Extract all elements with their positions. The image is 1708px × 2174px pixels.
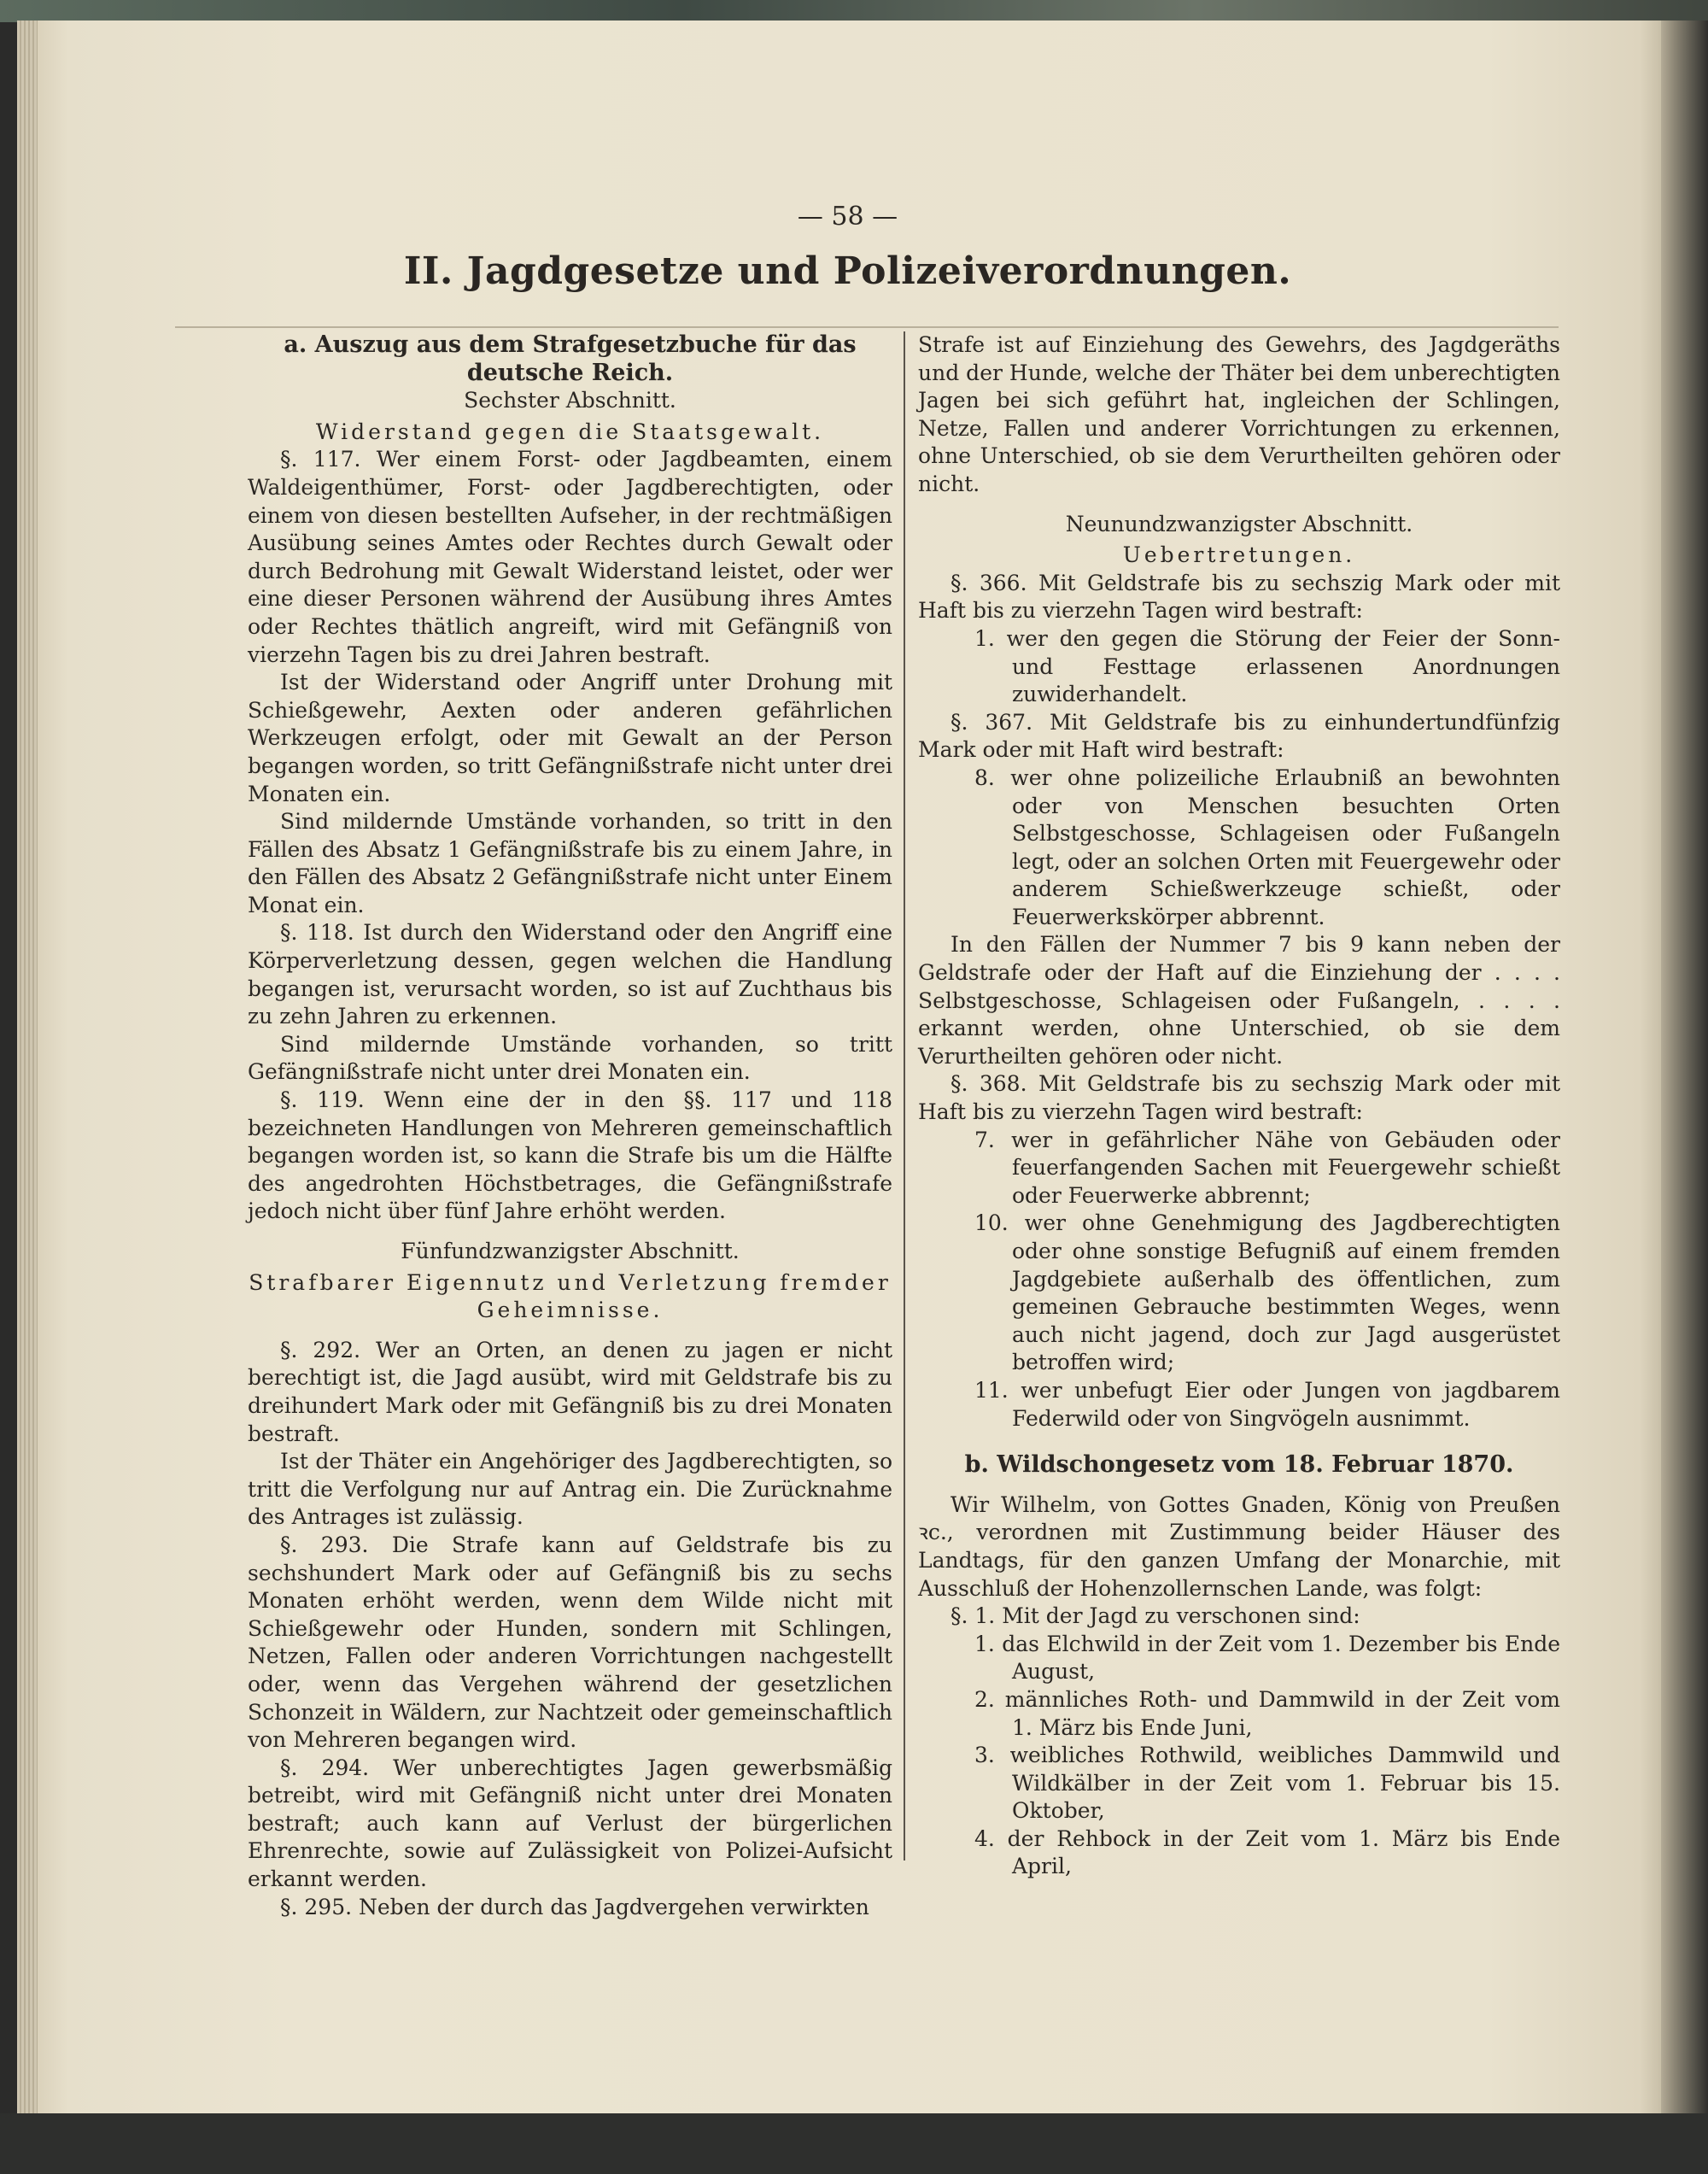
chapter-heading: Neunundzwanzigster Abschnitt. <box>1065 511 1413 536</box>
paragraph: §. 293. Die Strafe kann auf Geldstrafe bis zu sechshundert Mark oder auf Gefängniß bis zu sechs Monaten erhöht werden, wenn dem Wilde nicht mit Schießgewehr oder Hunden, sondern mit Schlingen, Netzen, Fallen oder anderen Vorrichtungen nachgestellt oder, wenn das Vergehen während der gesetzlichen Schonzeit in Wäldern, zur Nachtzeit oder gemeinschaftlich von Mehreren begangen wird. <box>248 1532 892 1753</box>
paragraph: §. 1. Mit der Jagd zu verschonen sind: <box>951 1603 1360 1629</box>
list-item: 4. der Rehbock in der Zeit vom 1. März bis Ende April, <box>974 1825 1560 1879</box>
paragraph: §. 119. Wenn eine der in den §§. 117 und 118 bezeichneten Handlungen von Mehreren gemeinschaftlich begangen worden ist, so kann die Strafe bis um die Hälfte des angedrohten Höchstbetrages, die Gefängnißstrafe jedoch nicht über fünf Jahre erhöht werden. <box>248 1087 892 1224</box>
page-number: — 58 — <box>797 202 898 231</box>
left-column <box>248 331 892 1921</box>
paragraph: §. 117. Wer einem Forst- oder Jagdbeamten, einem Waldeigenthümer, Forst- oder Jagdberechtigten, oder einem von diesen bestellten Aufseher, in der rechtmäßigen Ausübung seines Amtes oder Rechtes durch Gewalt oder durch Bedrohung mit Gewalt Widerstand leistet, oder wer eine dieser Personen während der Ausübung ihres Amtes oder Rechtes thätlich angreift, wird mit Gefängniß von vierzehn Tagen bis zu drei Jahren bestraft. <box>248 447 892 667</box>
paragraph: §. 118. Ist durch den Widerstand oder den Angriff eine Körperverletzung dessen, gegen welchen die Handlung begangen ist, verursacht worden, so ist auf Zuchthaus bis zu zehn Jahren zu erkennen. <box>248 920 892 1029</box>
chapter-heading: Sechster Abschnitt. <box>464 388 676 413</box>
paragraph: Ist der Thäter ein Angehöriger des Jagdberechtigten, so tritt die Verfolgung nur auf Antrag ein. Die Zurücknahme des Antrages ist zulässig. <box>248 1449 892 1530</box>
chapter-title: Widerstand gegen die Staatsgewalt. <box>315 419 825 444</box>
list-item: 2. männliches Roth- und Dammwild in der Zeit vom 1. März bis Ende Juni, <box>974 1686 1560 1740</box>
paragraph: §. 294. Wer unberechtigtes Jagen gewerbsmäßig betreibt, wird mit Gefängniß nicht unter drei Monaten bestraft; auch kann auf Verlust der bürgerlichen Ehrenrechte, sowie auf Zulässigkeit von Polizei-Aufsicht erkannt werden. <box>248 1755 892 1892</box>
list-item: 8. wer ohne polizeiliche Erlaubniß an bewohnten oder von Menschen besuchten Orten Selbstgeschosse, Schlageisen oder Fußangeln legt, oder an solchen Orten mit Feuergewehr oder anderem Schießwerkzeuge schießt, oder Feuerwerkskörper abbrennt. <box>974 765 1560 929</box>
paragraph: §. 366. Mit Geldstrafe bis zu sechszig Mark oder mit Haft bis zu vierzehn Tagen wird bestraft: <box>918 570 1560 624</box>
page-title: II. Jagdgesetze und Polizeiverordnungen. <box>403 249 1292 293</box>
book-cover-edge <box>0 0 1708 22</box>
chapter-title: Strafbarer Eigennutz und Verletzung fremder Geheimnisse. <box>249 1269 892 1323</box>
list-item: 1. das Elchwild in der Zeit vom 1. Dezember bis Ende August, <box>974 1631 1560 1685</box>
paragraph: §. 368. Mit Geldstrafe bis zu sechszig Mark oder mit Haft bis zu vierzehn Tagen wird bestraft: <box>918 1071 1560 1125</box>
paragraph: Ist der Widerstand oder Angriff unter Drohung mit Schießgewehr, Aexten oder anderen gefährlichen Werkzeugen erfolgt, oder mit Gewalt an der Person begangen worden, so tritt Gefängnißstrafe nicht unter drei Monaten ein. <box>248 670 892 806</box>
paragraph: Strafe ist auf Einziehung des Gewehrs, des Jagdgeräths und der Hunde, welche der Thäter bei dem unberechtigten Jagen bei sich geführt hat, ingleichen der Schlingen, Netze, Fallen und anderer Vorrichtungen zu erkennen, ohne Unterschied, ob sie dem Verurtheilten gehören oder nicht. <box>918 332 1560 496</box>
header-rule <box>175 326 1559 328</box>
book-gutter <box>1661 21 1708 2113</box>
list-item: 1. wer den gegen die Störung der Feier der Sonn- und Festtage erlassenen Anordnungen zuwiderhandelt. <box>974 625 1560 707</box>
list-item: 10. wer ohne Genehmigung des Jagdberechtigten oder ohne sonstige Befugniß auf einem fremden Jagdgebiete außerhalb des öffentlichen, zum gemeinen Gebrauche bestimmten Weges, wenn auch nicht jagend, doch zur Jagd ausgerüstet betroffen wird; <box>974 1210 1560 1375</box>
scan-background <box>0 2113 1708 2174</box>
page-stack-edge <box>17 21 38 2113</box>
paragraph: Sind mildernde Umstände vorhanden, so tritt Gefängnißstrafe nicht unter drei Monaten ein. <box>248 1031 892 1085</box>
list-item: 11. wer unbefugt Eier oder Jungen von jagdbarem Federwild oder von Singvögeln ausnimmt. <box>974 1377 1560 1431</box>
list-item: 3. weibliches Rothwild, weibliches Dammwild und Wildkälber in der Zeit vom 1. Februar bis 15. Oktober, <box>974 1743 1560 1824</box>
column-divider <box>904 331 905 1860</box>
list-item: 7. wer in gefährlicher Nähe von Gebäuden oder feuerfangenden Sachen mit Feuergewehr schießt oder Feuerwerke abbrennt; <box>974 1127 1560 1208</box>
chapter-heading: Fünfundzwanzigster Abschnitt. <box>401 1239 740 1263</box>
chapter-title: Uebertretungen. <box>1122 542 1356 568</box>
paragraph: Wir Wilhelm, von Gottes Gnaden, König von Preußen ꝛc., verordnen mit Zustimmung beider Häuser des Landtags, für den ganzen Umfang der Monarchie, mit Ausschluß der Hohenzollernschen Lande, was folgt: <box>918 1491 1560 1601</box>
paragraph: §. 295. Neben der durch das Jagdvergehen verwirkten <box>280 1894 869 1919</box>
section-heading-b: b. Wildschongesetz vom 18. Februar 1870. <box>964 1451 1514 1479</box>
right-column <box>918 331 1560 1881</box>
paragraph: §. 367. Mit Geldstrafe bis zu einhundertundfünfzig Mark oder mit Haft wird bestraft: <box>918 709 1560 763</box>
paragraph: Sind mildernde Umstände vorhanden, so tritt in den Fällen des Absatz 1 Gefängnißstrafe bis zu einem Jahre, in den Fällen des Absatz 2 Gefängnißstrafe nicht unter Einem Monat ein. <box>248 809 892 917</box>
section-heading-a: a. Auszug aus dem Strafgesetzbuche für das deutsche Reich. <box>284 331 857 386</box>
paragraph: In den Fällen der Nummer 7 bis 9 kann neben der Geldstrafe oder der Haft auf die Einziehung der . . . . Selbstgeschosse, Schlageisen oder Fußangeln, . . . . erkannt werden, ohne Unterschied, ob sie dem Verurtheilten gehören oder nicht. <box>918 932 1560 1069</box>
paragraph: §. 292. Wer an Orten, an denen zu jagen er nicht berechtigt ist, die Jagd ausübt, wird mit Geldstrafe bis zu dreihundert Mark oder mit Gefängniß bis zu drei Monaten bestraft. <box>248 1337 892 1446</box>
